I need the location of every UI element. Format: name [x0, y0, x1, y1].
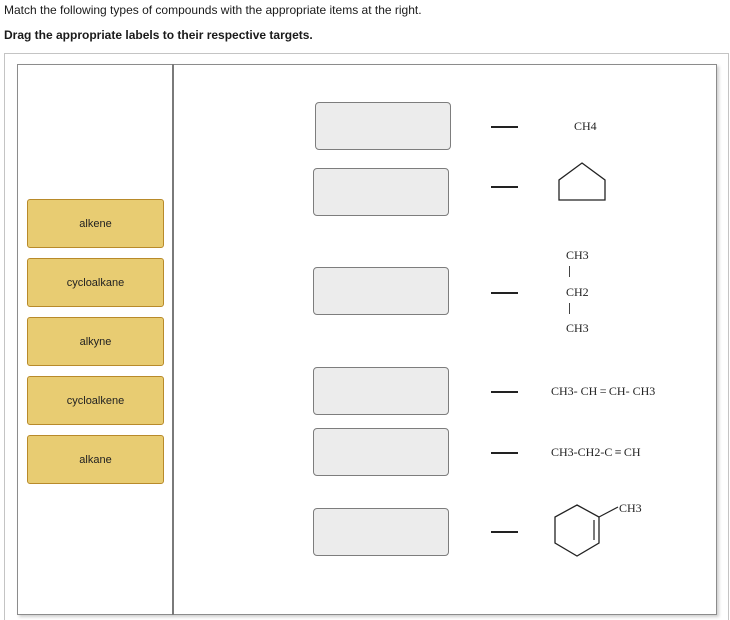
drop-target-3[interactable]	[313, 267, 449, 315]
methane-formula: CH4	[574, 119, 597, 133]
drop-target-4[interactable]	[313, 367, 449, 415]
propane-bond-2	[569, 303, 570, 314]
drop-target-6[interactable]	[313, 508, 449, 556]
butene-formula: CH3- CH = CH- CH3	[551, 384, 656, 398]
connector-line-2	[491, 186, 518, 188]
drop-target-5[interactable]	[313, 428, 449, 476]
label-alkane[interactable]: alkane	[27, 435, 164, 484]
connector-line-6	[491, 531, 518, 533]
instruction-text: Match the following types of compounds with the appropriate items at the right.	[4, 3, 422, 17]
connector-line-4	[491, 391, 518, 393]
butyne-formula: CH3-CH2-C ≡ CH	[551, 445, 641, 459]
methylcyclohexene-ch3-label: CH3	[619, 501, 642, 515]
label-bank-divider	[172, 64, 174, 615]
propane-ch3-bottom: CH3	[566, 321, 589, 335]
connector-line-5	[491, 452, 518, 454]
propane-bond-1	[569, 266, 570, 277]
connector-line-3	[491, 292, 518, 294]
label-alkene[interactable]: alkene	[27, 199, 164, 248]
label-cycloalkane[interactable]: cycloalkane	[27, 258, 164, 307]
label-alkyne[interactable]: alkyne	[27, 317, 164, 366]
drop-target-1[interactable]	[315, 102, 451, 150]
instruction-bold-text: Drag the appropriate labels to their respective targets.	[4, 28, 313, 42]
connector-line-1	[491, 126, 518, 128]
propane-ch2: CH2	[566, 285, 589, 299]
propane-ch3-top: CH3	[566, 248, 589, 262]
label-cycloalkene[interactable]: cycloalkene	[27, 376, 164, 425]
methylcyclohexene-structure-icon	[552, 500, 622, 562]
drop-target-2[interactable]	[313, 168, 449, 216]
cyclopentane-structure-icon	[556, 161, 608, 203]
